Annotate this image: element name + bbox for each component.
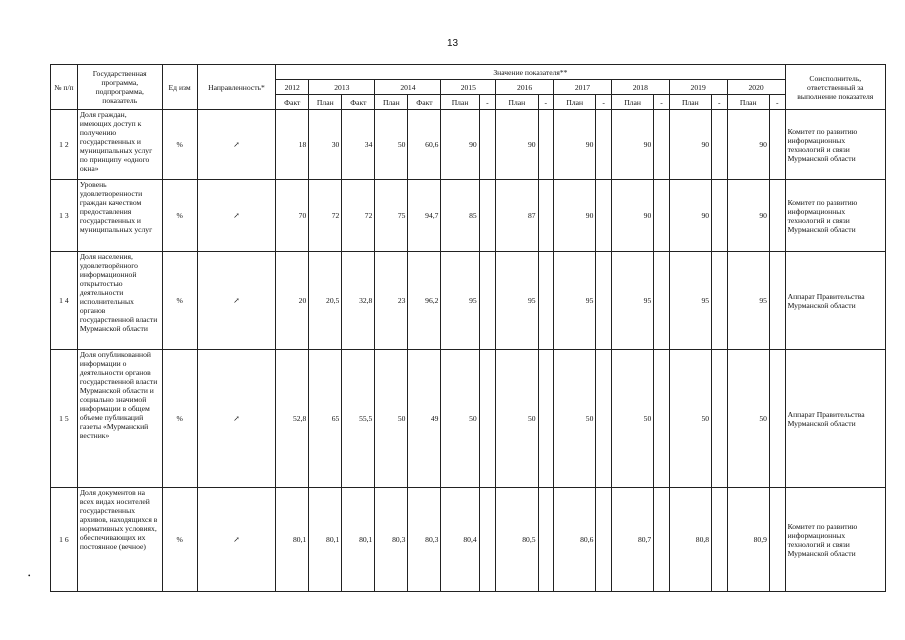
row-number: 1 2 bbox=[51, 110, 78, 180]
value-cell: 90 bbox=[669, 110, 711, 180]
value-cell: 20,5 bbox=[309, 252, 342, 350]
header-responsible: Соисполнитель, ответственный за выполнение показателя bbox=[785, 65, 885, 110]
year-2018: 2018 bbox=[611, 80, 669, 95]
subheader-cell: Факт bbox=[408, 95, 441, 110]
value-cell: 87 bbox=[496, 180, 538, 252]
value-cell: 90 bbox=[554, 180, 596, 252]
value-cell: 30 bbox=[309, 110, 342, 180]
value-cell: 80,7 bbox=[611, 488, 653, 592]
table-row bbox=[51, 110, 886, 180]
value-cell bbox=[654, 252, 669, 350]
subheader-cell: - bbox=[712, 95, 727, 110]
indicator-name: Доля населения, удовлетворённого информационной открытостью деятельности исполнительных органов государственной власти Мурманской области bbox=[77, 252, 162, 350]
direction-arrow-icon: ↗ bbox=[197, 488, 276, 592]
value-cell: 90 bbox=[727, 110, 769, 180]
value-cell: 32,8 bbox=[342, 252, 375, 350]
value-cell bbox=[479, 252, 496, 350]
value-cell: 50 bbox=[375, 110, 408, 180]
row-number: 1 6 bbox=[51, 488, 78, 592]
value-cell: 95 bbox=[496, 252, 538, 350]
value-cell: 90 bbox=[669, 180, 711, 252]
table-row bbox=[51, 488, 886, 592]
stray-mark: • bbox=[28, 572, 31, 580]
indicators-table bbox=[50, 64, 886, 592]
subheader-cell: - bbox=[769, 95, 785, 110]
responsible-cell: Комитет по развитию информационных технологий и связи Мурманской области bbox=[785, 488, 885, 592]
value-cell: 20 bbox=[276, 252, 309, 350]
responsible-cell: Аппарат Правительства Мурманской области bbox=[785, 252, 885, 350]
responsible-cell: Комитет по развитию информационных технологий и связи Мурманской области bbox=[785, 110, 885, 180]
value-cell: 95 bbox=[554, 252, 596, 350]
header-program: Государственная программа, подпрограмма, показатель bbox=[77, 65, 162, 110]
subheader-cell: Факт bbox=[276, 95, 309, 110]
value-cell: 50 bbox=[669, 350, 711, 488]
value-cell bbox=[654, 488, 669, 592]
value-cell bbox=[769, 252, 785, 350]
value-cell: 72 bbox=[309, 180, 342, 252]
value-cell: 60,6 bbox=[408, 110, 441, 180]
value-cell: 80,8 bbox=[669, 488, 711, 592]
value-cell: 18 bbox=[276, 110, 309, 180]
value-cell bbox=[712, 252, 727, 350]
value-cell: 50 bbox=[554, 350, 596, 488]
table-row bbox=[51, 180, 886, 252]
value-cell bbox=[538, 252, 553, 350]
value-cell: 80,3 bbox=[375, 488, 408, 592]
responsible-cell: Аппарат Правительства Мурманской области bbox=[785, 350, 885, 488]
value-cell: 96,2 bbox=[408, 252, 441, 350]
direction-arrow-icon: ↗ bbox=[197, 180, 276, 252]
indicator-name: Доля документов на всех видах носителей государственных архивов, находящихся в нормативных условиях, обеспечивающих их постоянное (вечное) bbox=[77, 488, 162, 592]
value-cell: 80,9 bbox=[727, 488, 769, 592]
subheader-cell: - bbox=[538, 95, 553, 110]
value-cell bbox=[538, 350, 553, 488]
value-cell bbox=[596, 350, 611, 488]
value-cell bbox=[596, 488, 611, 592]
value-cell: 80,1 bbox=[342, 488, 375, 592]
value-cell bbox=[654, 180, 669, 252]
value-cell: 72 bbox=[342, 180, 375, 252]
subheader-cell: Факт bbox=[342, 95, 375, 110]
subheader-cell: План bbox=[727, 95, 769, 110]
value-cell: 90 bbox=[611, 110, 653, 180]
value-cell: 50 bbox=[375, 350, 408, 488]
value-cell: 95 bbox=[669, 252, 711, 350]
value-cell bbox=[712, 110, 727, 180]
unit-cell: % bbox=[162, 488, 197, 592]
value-cell bbox=[538, 110, 553, 180]
value-cell: 90 bbox=[611, 180, 653, 252]
value-cell: 80,1 bbox=[309, 488, 342, 592]
direction-arrow-icon: ↗ bbox=[197, 110, 276, 180]
value-cell: 55,5 bbox=[342, 350, 375, 488]
value-cell: 50 bbox=[611, 350, 653, 488]
row-number: 1 5 bbox=[51, 350, 78, 488]
subheader-cell: - bbox=[596, 95, 611, 110]
value-cell: 34 bbox=[342, 110, 375, 180]
subheader-cell: План bbox=[309, 95, 342, 110]
value-cell bbox=[769, 180, 785, 252]
value-cell: 80,5 bbox=[496, 488, 538, 592]
value-cell: 50 bbox=[496, 350, 538, 488]
value-cell bbox=[479, 488, 496, 592]
value-cell: 90 bbox=[727, 180, 769, 252]
year-2013: 2013 bbox=[309, 80, 375, 95]
value-cell bbox=[596, 180, 611, 252]
year-2015: 2015 bbox=[441, 80, 496, 95]
value-cell bbox=[479, 180, 496, 252]
subheader-cell: План bbox=[669, 95, 711, 110]
header-direction: Направленность* bbox=[197, 65, 276, 110]
subheader-cell: План bbox=[611, 95, 653, 110]
value-cell: 75 bbox=[375, 180, 408, 252]
row-number: 1 3 bbox=[51, 180, 78, 252]
value-cell bbox=[596, 252, 611, 350]
value-cell: 95 bbox=[727, 252, 769, 350]
unit-cell: % bbox=[162, 180, 197, 252]
value-cell: 94,7 bbox=[408, 180, 441, 252]
year-2020: 2020 bbox=[727, 80, 785, 95]
indicator-name: Доля опубликованной информации о деятельности органов государственной власти Мурманской области и социально значимой информации в общем объеме публикаций газеты «Мурманский вестник» bbox=[77, 350, 162, 488]
table-row bbox=[51, 350, 886, 488]
value-cell bbox=[596, 110, 611, 180]
indicator-name: Доля граждан, имеющих доступ к получению государственных и муниципальных услуг по принципу «одного окна» bbox=[77, 110, 162, 180]
subheader-cell: План bbox=[496, 95, 538, 110]
value-cell: 23 bbox=[375, 252, 408, 350]
subheader-cell: План bbox=[554, 95, 596, 110]
value-cell bbox=[712, 180, 727, 252]
value-cell bbox=[538, 180, 553, 252]
unit-cell: % bbox=[162, 110, 197, 180]
header-unit: Ед изм bbox=[162, 65, 197, 110]
value-cell: 70 bbox=[276, 180, 309, 252]
value-cell bbox=[479, 110, 496, 180]
value-cell: 80,6 bbox=[554, 488, 596, 592]
indicator-name: Уровень удовлетворенности граждан качеством предоставления государственных и муниципальных услуг bbox=[77, 180, 162, 252]
value-cell: 90 bbox=[554, 110, 596, 180]
value-cell: 80,3 bbox=[408, 488, 441, 592]
value-cell bbox=[654, 350, 669, 488]
value-cell: 90 bbox=[496, 110, 538, 180]
value-cell: 80,1 bbox=[276, 488, 309, 592]
value-cell bbox=[712, 488, 727, 592]
value-cell: 50 bbox=[727, 350, 769, 488]
value-cell bbox=[538, 488, 553, 592]
page-number: 13 bbox=[446, 38, 459, 49]
value-cell: 49 bbox=[408, 350, 441, 488]
value-cell: 85 bbox=[441, 180, 479, 252]
value-cell: 50 bbox=[441, 350, 479, 488]
value-cell bbox=[769, 110, 785, 180]
value-cell: 95 bbox=[441, 252, 479, 350]
year-2014: 2014 bbox=[375, 80, 441, 95]
value-cell: 80,4 bbox=[441, 488, 479, 592]
value-cell bbox=[769, 488, 785, 592]
value-cell: 65 bbox=[309, 350, 342, 488]
subheader-cell: - bbox=[654, 95, 669, 110]
header-num: № п/п bbox=[51, 65, 78, 110]
year-2016: 2016 bbox=[496, 80, 554, 95]
year-2012: 2012 bbox=[276, 80, 309, 95]
value-cell bbox=[712, 350, 727, 488]
value-cell bbox=[769, 350, 785, 488]
value-cell bbox=[479, 350, 496, 488]
unit-cell: % bbox=[162, 350, 197, 488]
header-values-group: Значение показателя** bbox=[276, 65, 785, 80]
row-number: 1 4 bbox=[51, 252, 78, 350]
subheader-cell: План bbox=[375, 95, 408, 110]
value-cell bbox=[654, 110, 669, 180]
year-2019: 2019 bbox=[669, 80, 727, 95]
unit-cell: % bbox=[162, 252, 197, 350]
year-2017: 2017 bbox=[554, 80, 612, 95]
direction-arrow-icon: ↗ bbox=[197, 350, 276, 488]
subheader-cell: - bbox=[479, 95, 496, 110]
responsible-cell: Комитет по развитию информационных технологий и связи Мурманской области bbox=[785, 180, 885, 252]
value-cell: 90 bbox=[441, 110, 479, 180]
value-cell: 52,8 bbox=[276, 350, 309, 488]
direction-arrow-icon: ↗ bbox=[197, 252, 276, 350]
table-row bbox=[51, 252, 886, 350]
value-cell: 95 bbox=[611, 252, 653, 350]
subheader-cell: План bbox=[441, 95, 479, 110]
